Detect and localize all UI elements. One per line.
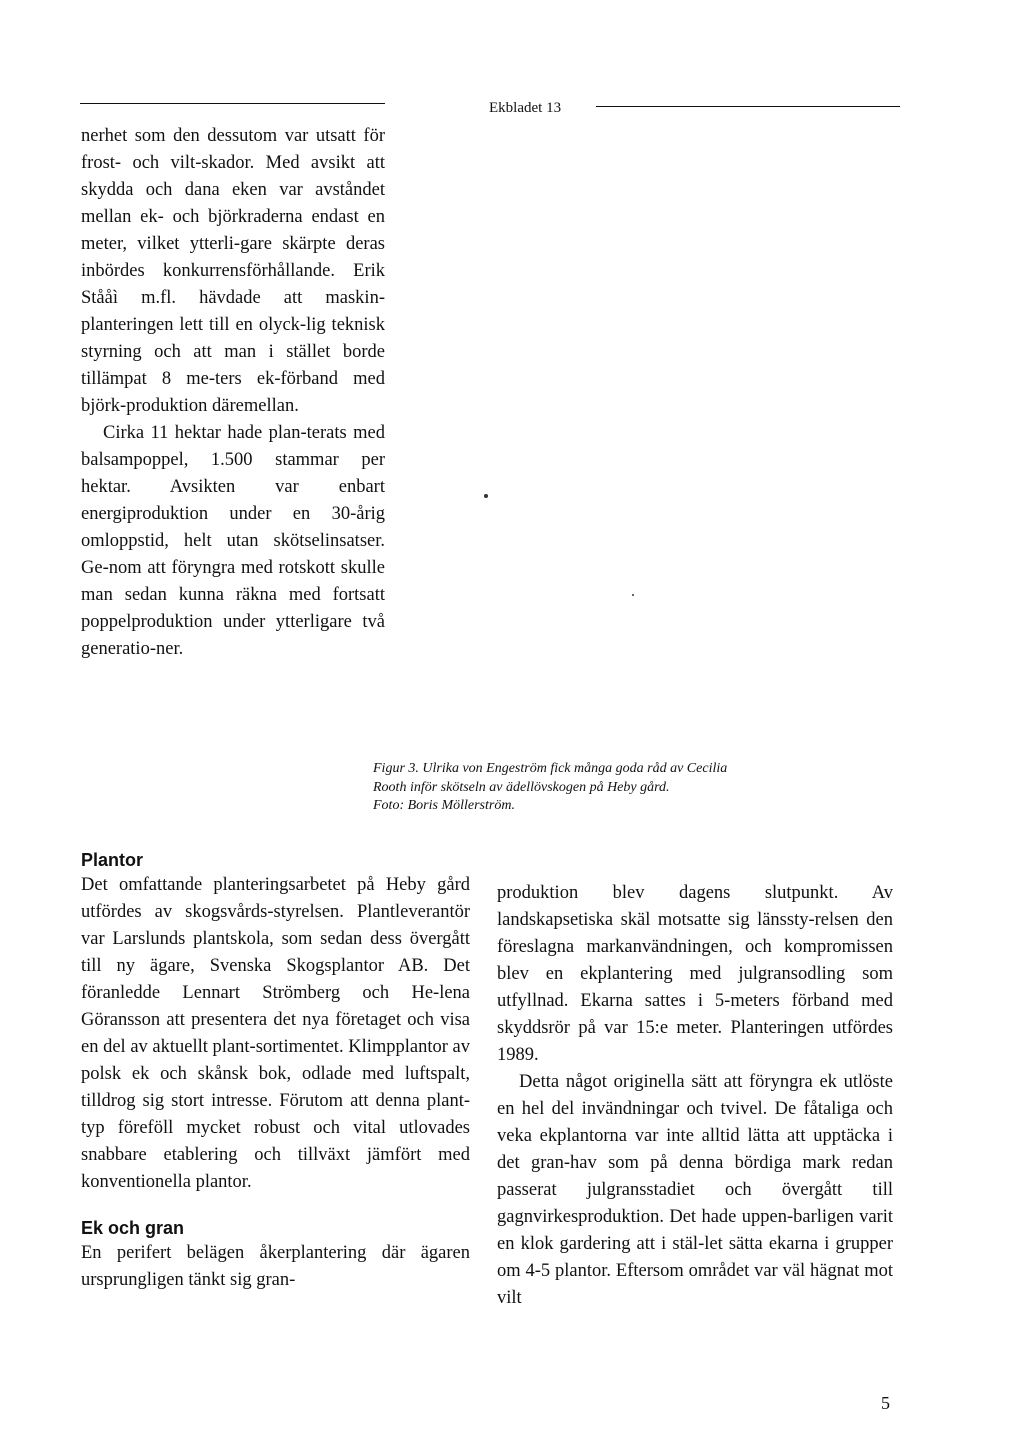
paragraph: Detta något originella sätt att föryngra ek utlöste en hel del invändningar och tvivel. De fåtaliga och veka ekplantorna var inte alltid lätta att upptäcka i det gran-hav som på denna bördiga mark redan passerat julgransstadiet och övergått till gagnvirkesproduktion. Det hade uppen-barligen varit en klok gardering att i stäl-let sätta ekarna i grupper om 4-5 plantor. Eftersom området var väl hägnat mot vilt	[497, 1072, 893, 1308]
running-head: Ekbladet 13	[489, 100, 562, 116]
column-left-lower	[81, 848, 470, 1294]
paragraph: nerhet som den dessutom var utsatt för frost- och vilt-skador. Med avsikt att skydda och dana eken var avståndet mellan ek- och björkraderna endast en meter, vilket ytterli-gare skärpte deras inbördes konkurrensförhållande. Erik Stååì m.fl. hävdade att maskin-planteringen lett till en olyck-lig teknisk styrning och att man i stället borde tillämpat 8 me-ters ek-förband med björk-produktion däremellan.	[81, 126, 385, 416]
caption-line: Rooth inför skötseln av ädellövskogen på Heby gård.	[373, 779, 670, 795]
caption-line: Foto: Boris Möllerström.	[373, 798, 515, 813]
header-rule-right	[596, 106, 900, 107]
caption-line: Figur 3. Ulrika von Engeström fick många goda råd av Cecilia	[373, 761, 728, 776]
paragraph: Cirka 11 hektar hade plan-terats med balsampoppel, 1.500 stammar per hektar. Avsikten var enbart energiproduktion under en 30-årig omloppstid, helt utan skötselinsatser. Ge-nom att föryngra med rotskott skulle man sedan kunna räkna med fortsatt poppelproduktion under ytterligare två generatio-ner.	[81, 423, 385, 659]
column-right-lower	[497, 880, 893, 1312]
photo-speck	[632, 594, 634, 596]
paragraph: produktion blev dagens slutpunkt. Av landskapsetiska skäl motsatte sig länssty-relsen den föreslagna markanvändningen, och kompromissen blev en ekplantering med julgransodling som utfyllnad. Ekarna sattes i 5-meters förband med skyddsrör på var 15:e meter. Planteringen utfördes 1989.	[497, 883, 893, 1065]
paragraph: Det omfattande planteringsarbetet på Heby gård utfördes av skogsvårds-styrelsen. Plantleverantör var Larslunds plantskola, som sedan dess övergått till ny ägare, Svenska Skogsplantor AB. Det föranledde Lennart Strömberg och He-lena Göransson att presentera det nya företaget och visa en del av aktuellt plant-sortimentet. Klimpplantor av polsk ek och skånsk bok, odlade med luftspalt, tilldrog sig stort intresse. Förutom att denna plant-typ föreföll mycket robust och vital utlovades snabbare etablering och tillväxt jämfört med konventionella plantor.	[81, 875, 470, 1192]
page-number: 5	[881, 1393, 890, 1413]
section-heading-plantor: Plantor	[81, 850, 144, 870]
photo-speck	[484, 494, 488, 498]
header-rule-left	[80, 103, 385, 104]
section-heading-ek-och-gran: Ek och gran	[81, 1218, 185, 1238]
photo-area	[480, 120, 900, 740]
column-1	[81, 123, 385, 663]
paragraph: En perifert belägen åkerplantering där ägaren ursprungligen tänkt sig gran-	[81, 1243, 470, 1290]
figure-caption	[373, 760, 843, 816]
